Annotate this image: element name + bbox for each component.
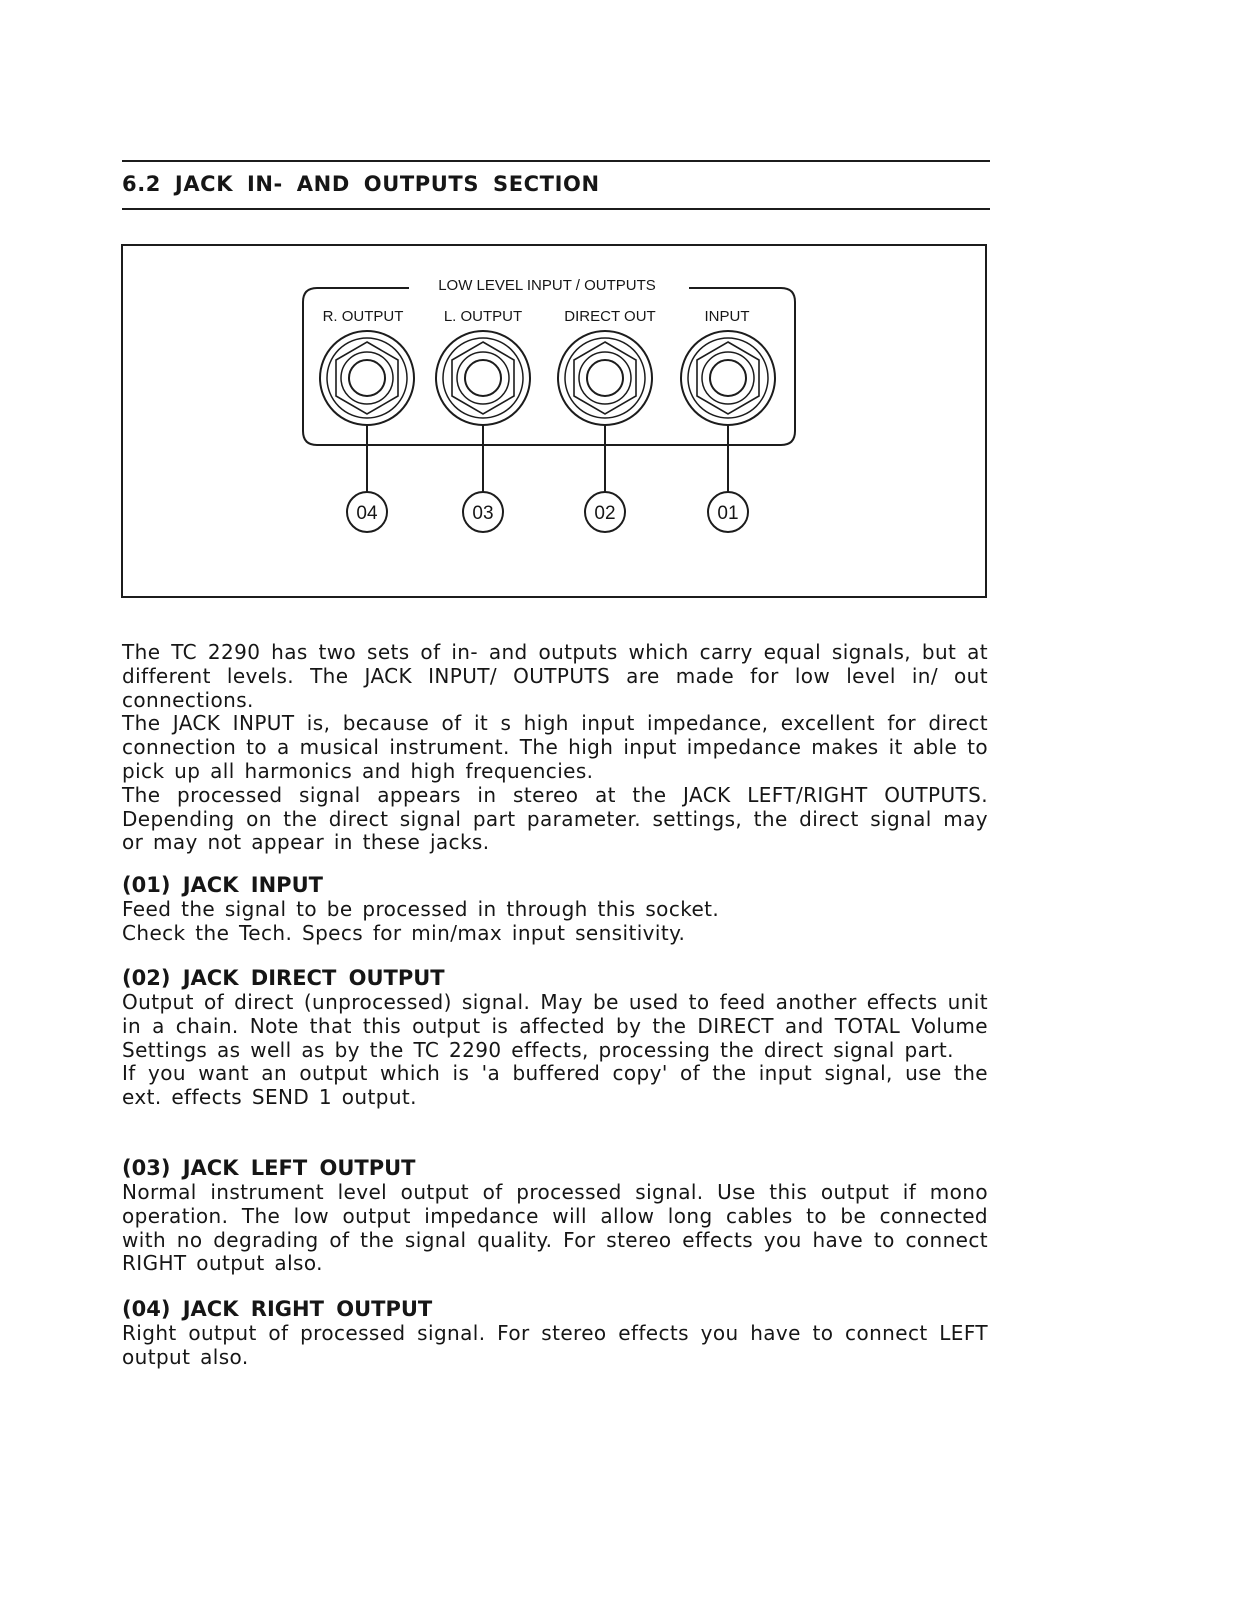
intro-paragraph: The TC 2290 has two sets of in- and outputs which carry equal signals, but at different levels. The JACK INPUT/ OUTPUTS are made for low level in/ out connections. [122,640,988,712]
item-jack-right-output [122,1297,988,1370]
jack-label-input: INPUT [704,308,750,325]
jack-panel-figure [121,244,987,598]
jack-label-r-output: R. OUTPUT [322,308,404,325]
svg-text:04: 04 [356,503,378,524]
title-underline [122,208,990,210]
jack-socket-input [681,331,775,425]
jack-label-direct-out: DIRECT OUT [564,308,656,325]
intro-paragraph: The processed signal appears in stereo at the JACK LEFT/RIGHT OUTPUTS. Depending on the direct signal part parameter. settings, the direct signal may or may not appear in these jacks. [122,782,988,855]
callout-03 [463,492,503,532]
item-heading: (04) JACK RIGHT OUTPUT [122,1297,433,1321]
jack-socket-l-output [436,331,530,425]
callout-04 [347,492,387,532]
jack-panel-diagram [123,246,989,600]
item-description: Normal instrument level output of processed signal. Use this output if mono operation. The low output impedance will allow long cables to be connected with no degrading of the signal quality. For stereo effects you have to connect RIGHT output also. [122,1180,988,1276]
item-jack-input [122,873,988,946]
jack-socket-r-output [320,331,414,425]
svg-text:02: 02 [594,503,616,524]
item-jack-direct-output [122,966,988,1110]
svg-text:03: 03 [472,503,494,524]
item-description: If you want an output which is 'a buffered copy' of the input signal, use the ext. effects SEND 1 output. [122,1061,988,1110]
item-description: Feed the signal to be processed in through this socket. [122,897,720,921]
svg-text:01: 01 [717,503,739,524]
callout-02 [585,492,625,532]
jack-label-l-output: L. OUTPUT [443,308,523,325]
item-description: Right output of processed signal. For stereo effects you have to connect LEFT output also. [122,1321,988,1369]
item-heading: (02) JACK DIRECT OUTPUT [122,966,445,990]
group-label: LOW LEVEL INPUT / OUTPUTS [438,277,656,294]
item-description: Check the Tech. Specs for min/max input sensitivity. [122,920,686,945]
item-heading: (01) JACK INPUT [122,873,323,897]
callout-01 [708,492,748,532]
item-heading: (03) JACK LEFT OUTPUT [122,1156,416,1180]
intro-text [122,641,988,855]
jack-socket-direct-out [558,331,652,425]
intro-paragraph: The JACK INPUT is, because of it s high input impedance, excellent for direct connection to a musical instrument. The high input impedance makes it able to pick up all harmonics and high frequencies. [122,711,988,783]
top-rule [122,160,990,162]
item-description: Output of direct (unprocessed) signal. May be used to feed another effects unit in a chain. Note that this output is affected by the DIRECT and TOTAL Volume Settings as well as by the TC 2290 effects, processing the direct signal part. [122,990,988,1062]
section-title: 6.2 JACK IN- AND OUTPUTS SECTION [122,172,600,196]
item-jack-left-output [122,1156,988,1276]
